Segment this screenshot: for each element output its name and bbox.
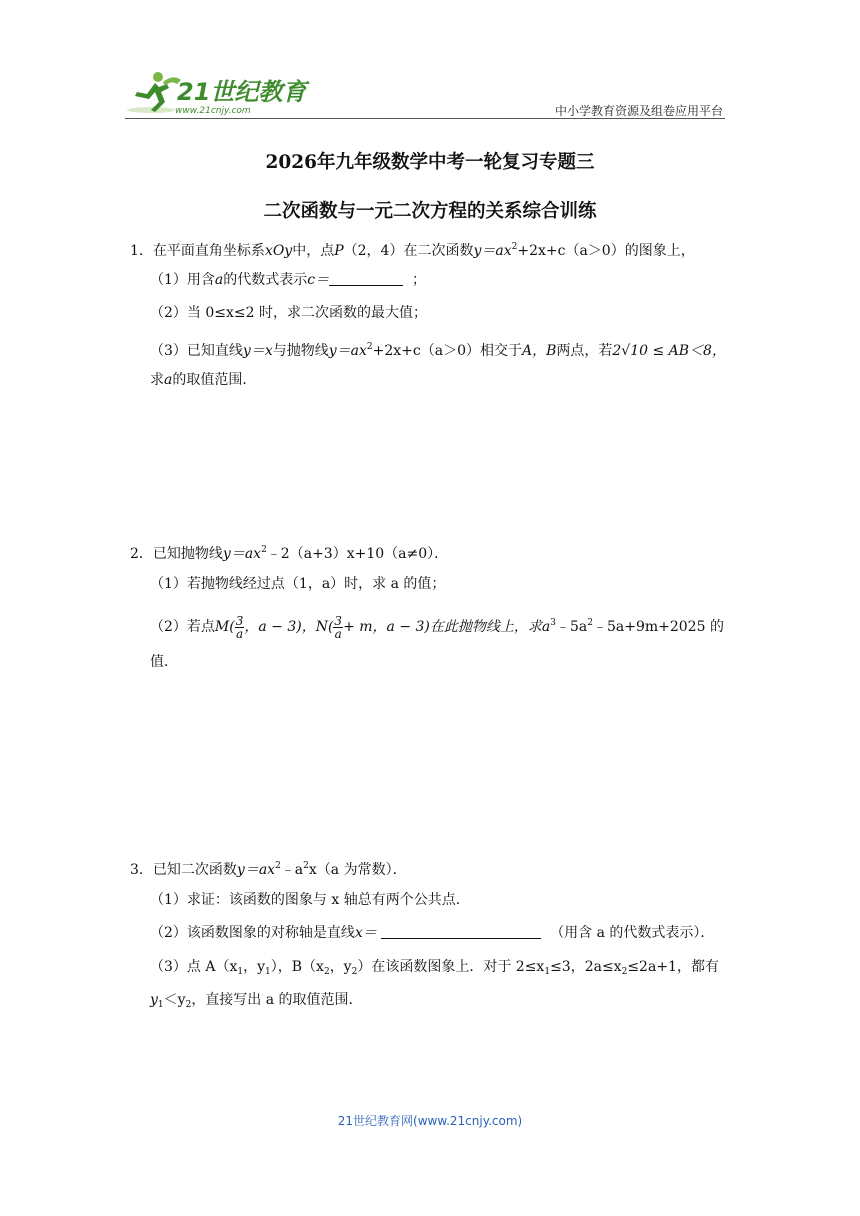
q2-part2: （2）若点M( $\frac{3}{a}$ ，a − 3)，N( $\frac{3}{a}$ + m，a − 3)在此抛物线上，求$a^3﹣5a^2﹣5a+9m+2025$ 的	[150, 613, 724, 641]
q2-stem: 2．已知抛物线$y=ax^2﹣2(a+3)x+10(a\ne 0)$．	[130, 545, 449, 562]
logo-url: www.21cnjy.com	[175, 106, 251, 116]
page-title: 2026年九年级数学中考一轮复习专题三	[265, 152, 595, 173]
q2-part2-cont: 值．	[150, 654, 178, 670]
fraction: $\frac{3}{a}$	[235, 613, 244, 641]
q3-part3-cont: $y_1<y_2$，直接写出 a 的取值范围．	[150, 992, 363, 1010]
q1-stem: 1．在平面直角坐标系xOy中，点P（2，4）在二次函数$y=ax^2+2x+c(a>0)$的图象上，	[130, 242, 695, 259]
q3-part1: （1）求证：该函数的图象与 x 轴总有两个公共点．	[150, 892, 470, 908]
q1-part2: （2）当 0≤x≤2 时，求二次函数的最大值；	[150, 305, 427, 321]
page-header	[125, 68, 725, 118]
q1-part1: （1）用含a的代数式表示c＝ ；	[150, 272, 427, 288]
header-rule	[125, 118, 725, 119]
logo-text: 21世纪教育	[177, 78, 307, 106]
q3-part2: （2）该函数图象的对称轴是直线x＝ （用含 a 的代数式表示）．	[150, 925, 715, 941]
page-subtitle: 二次函数与一元二次方程的关系综合训练	[263, 201, 597, 222]
q2-part1: （1）若抛物线经过点（1，a）时，求 a 的值；	[150, 576, 446, 592]
answer-blank[interactable]	[381, 924, 541, 939]
logo-runner-icon	[125, 68, 315, 116]
fraction: $\frac{3}{a}$	[334, 613, 343, 641]
page-footer[interactable]: 21世纪教育网(www.21cnjy.com)	[337, 1114, 523, 1128]
q3-part3: （3）点 $A(x_1$，$y_1$），$B(x_2$，$y_2$）在该函数图象上．对于 $2\le x_1\le 3$，$2a\le x_2\le 2a+1$，都有	[150, 959, 719, 977]
brand-tagline: 中小学教育资源及组卷应用平台	[554, 104, 723, 118]
q1-part3: （3）已知直线y＝x与抛物线$y=ax^2+2x+c(a>0)$相交于A，B两点，若2√10 ≤ AB＜8，	[150, 342, 726, 359]
q1-part3-cont: 求a的取值范围．	[150, 372, 257, 388]
q3-stem: 3．已知二次函数$y=ax^2﹣a^2x(a$ 为常数）．	[130, 861, 407, 878]
answer-blank[interactable]	[329, 271, 403, 286]
